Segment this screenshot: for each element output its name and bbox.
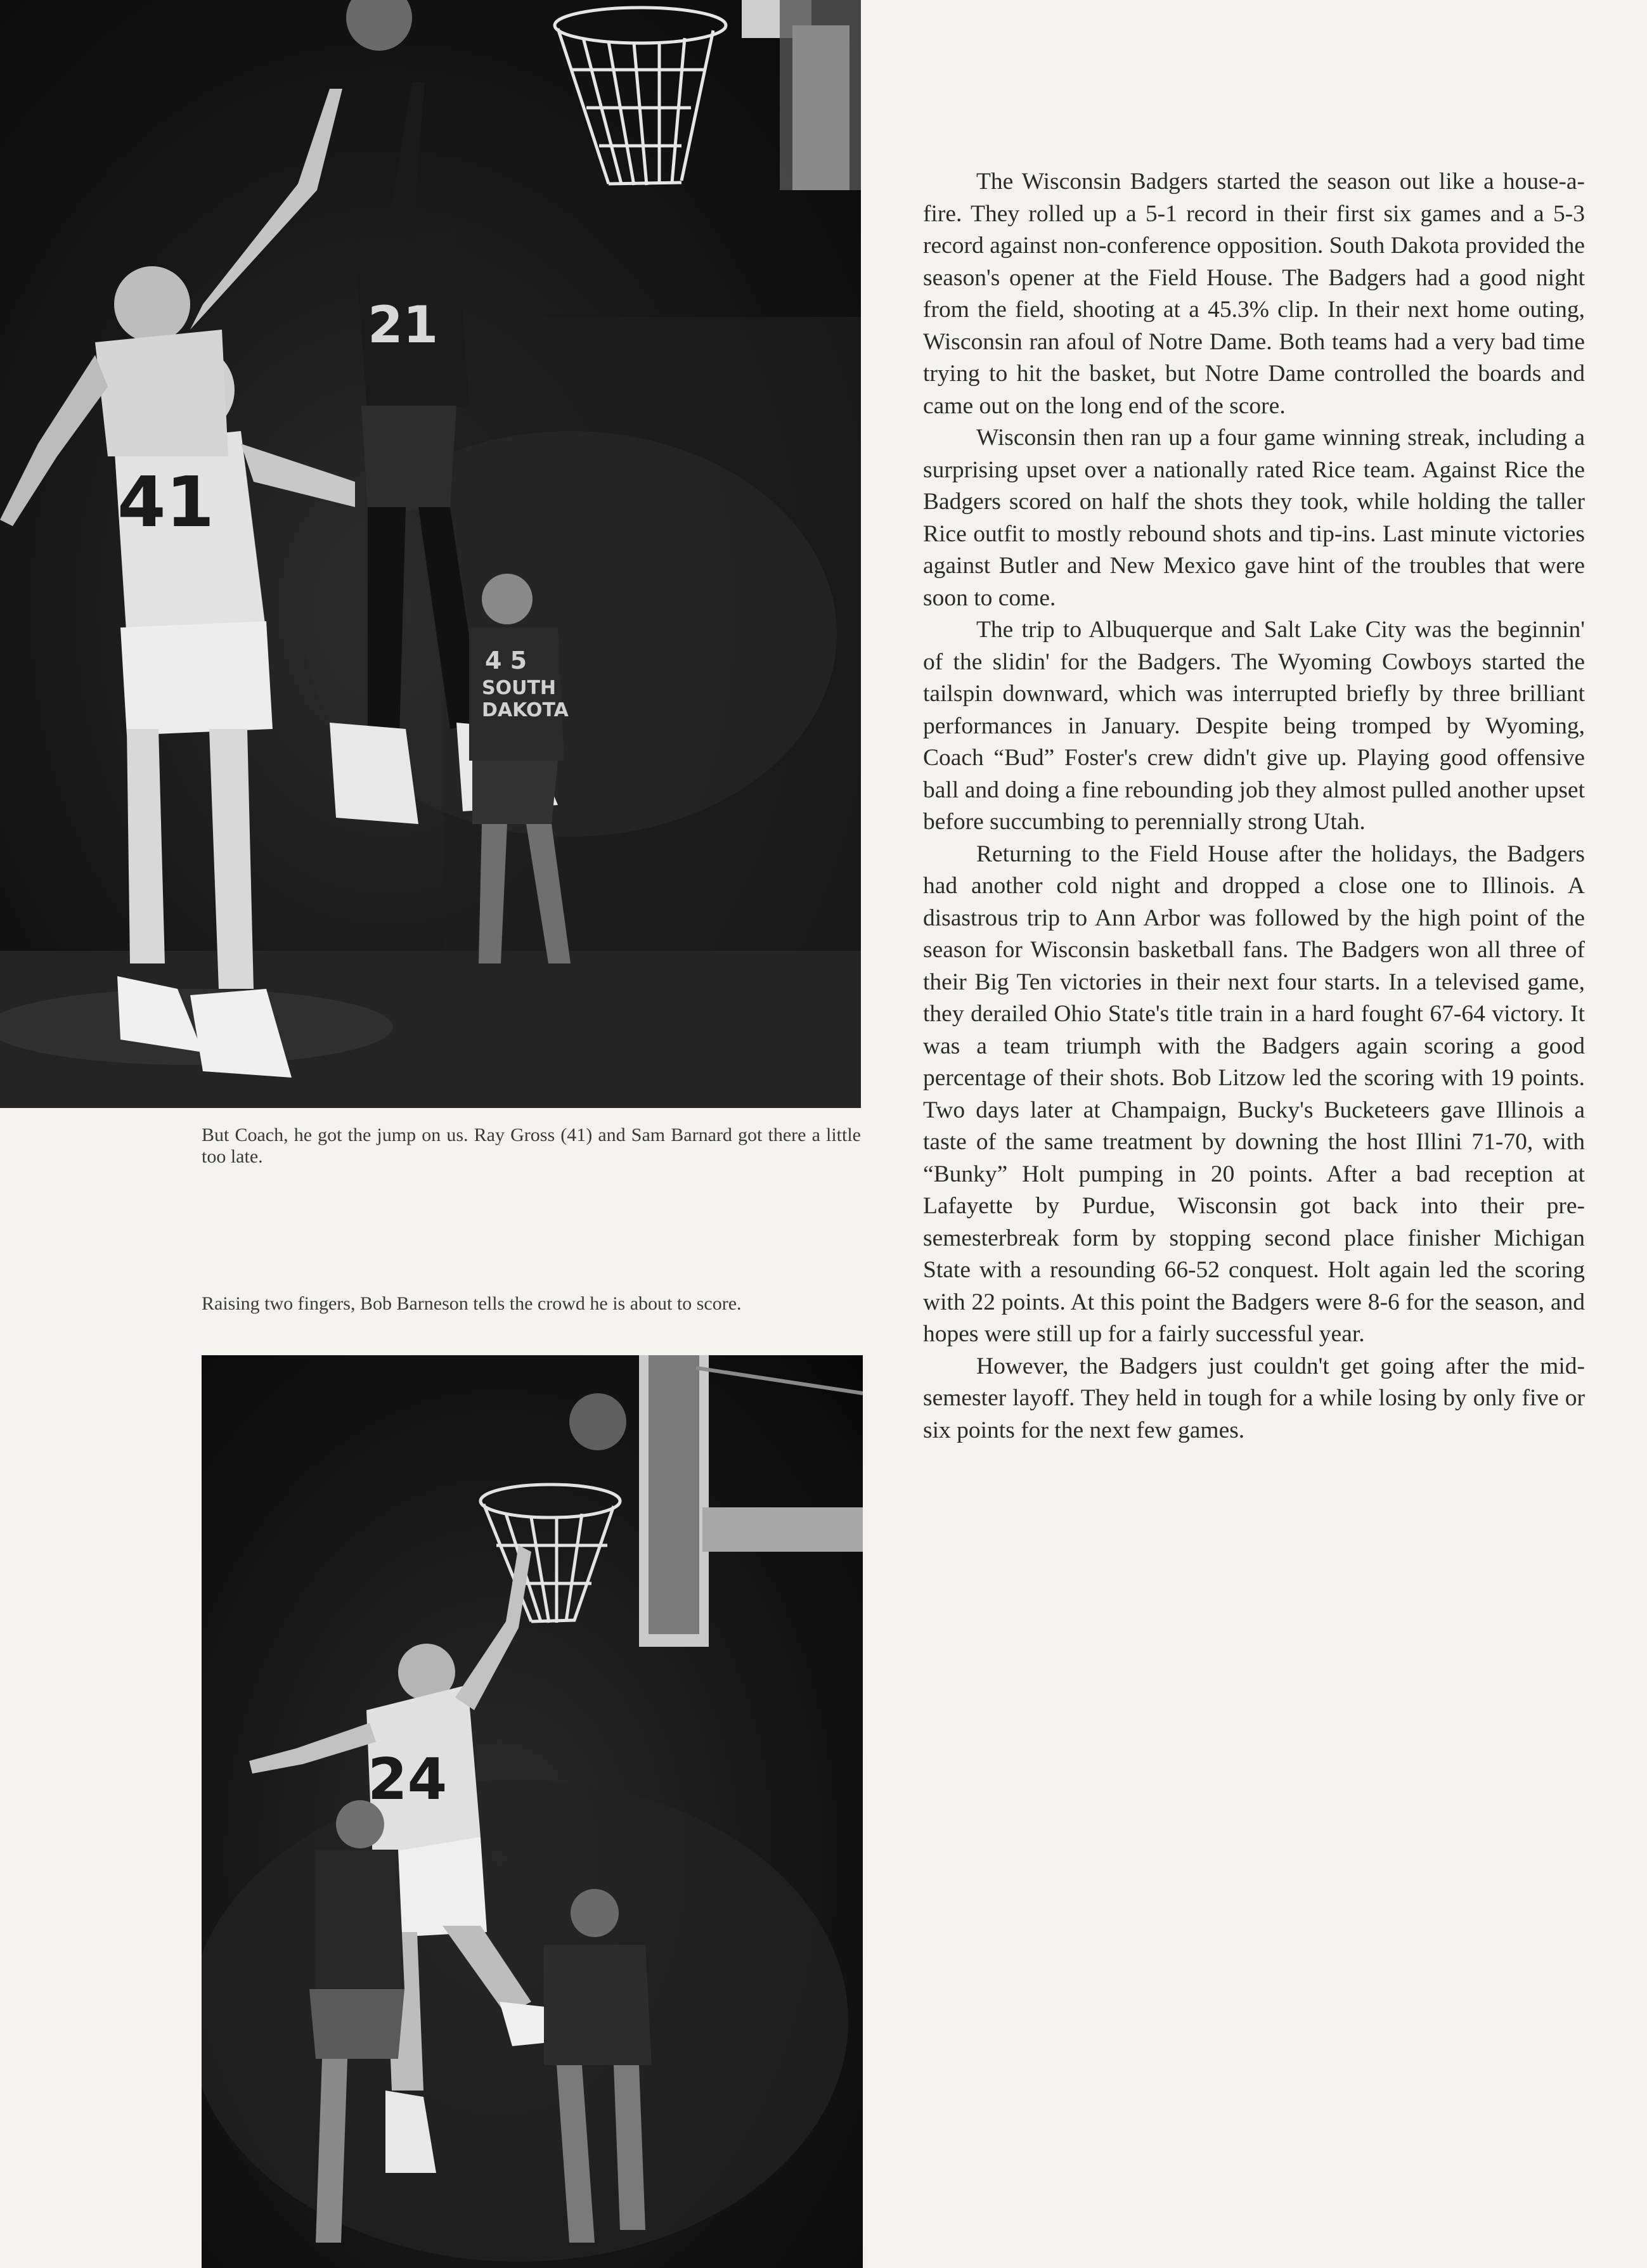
photo-barneson-shot	[202, 1355, 863, 2268]
jersey-team-south: SOUTH	[482, 677, 557, 699]
jersey-team-dakota: DAKOTA	[482, 699, 569, 721]
backboard-shadow	[649, 1355, 699, 1634]
photo-barneson-scene	[202, 1355, 863, 2268]
basketball-net	[481, 1485, 620, 1623]
basketball-net	[555, 8, 726, 185]
guy-wire	[696, 1368, 863, 1393]
jersey-number-41: 41	[117, 461, 215, 543]
jersey-number-45: 4 5	[485, 647, 527, 674]
article-paragraph: The Wisconsin Badgers started the season out like a house-a-fire. They rolled up a 5-1 record in their first six games and a 5-3 record against non-conference opposition. South Dakota provided the season's opener at the Field House. The Badgers had a good night from the field, shooting at a 45.3% clip. In their next home outing, Wisconsin ran afoul of Notre Dame. Both teams had a very bad time trying to hit the basket, but Notre Dame controlled the boards and came out on the long end of the score.	[923, 169, 1585, 419]
support-arm	[702, 1507, 863, 1552]
photo-jump-ball	[0, 0, 861, 1108]
support-pole	[792, 25, 849, 190]
jersey-number-21: 21	[368, 295, 439, 354]
article-paragraph: Returning to the Field House after the holidays, the Badgers had another cold night and dropped a close one to Illinois. A disastrous trip to Ann Arbor was followed by the high point of the season for Wisconsin basketball fans. The Badgers won all three of their Big Ten victories in their next four starts. In a televised game, they derailed Ohio State's title train in a hard fought 67-64 victory. It was a team triumph with the Badgers again scoring a good percentage of their shots. Bob Litzow led the scoring with 19 points. Two days later at Champaign, Bucky's Bucketeers gave Illinois a taste of the same treatment by downing the host Illini 71-70, with “Bunky” Holt pumping in 20 points. After a bad reception at Lafayette by Purdue, Wisconsin got back into their pre-semesterbreak form by stopping second place finisher Michigan State with a resounding 66-52 conquest. Holt again led the scoring with 22 points. At this point the Badgers were 8-6 for the season, and hopes were still up for a fairly successful year.	[923, 841, 1585, 1347]
article-paragraph: Wisconsin then ran up a four game winning streak, including a surprising upset over a nationally rated Rice team. Against Rice the Badgers scored on half the shots they took, while holding the taller Rice outfit to mostly rebound shots and tip-ins. Last minute victories against Butler and New Mexico gave hint of the troubles that were soon to come.	[923, 425, 1585, 611]
basketball	[346, 0, 412, 51]
jersey-number-24: 24	[368, 1746, 448, 1813]
caption-barneson: Raising two fingers, Bob Barneson tells the crowd he is about to score.	[202, 1293, 742, 1314]
photo-jump-ball-scene	[0, 0, 861, 1108]
article-body	[923, 166, 1585, 1446]
basketball	[569, 1393, 626, 1450]
caption-jump-ball: But Coach, he got the jump on us. Ray Gross (41) and Sam Barnard got there a little too late.	[202, 1124, 861, 1167]
article-paragraph: However, the Badgers just couldn't get going after the mid-semester layoff. They held in tough for a while losing by only five or six points for the next few games.	[923, 1353, 1585, 1443]
article-paragraph: The trip to Albuquerque and Salt Lake City was the beginnin' of the slidin' for the Badgers. The Wyoming Cowboys started the tailspin downward, which was interrupted briefly by three brilliant performances in January. Despite being tromped by Wyoming, Coach “Bud” Foster's crew didn't give up. Playing good offensive ball and doing a fine rebounding job they almost pulled another upset before succumbing to perennially strong Utah.	[923, 617, 1585, 835]
